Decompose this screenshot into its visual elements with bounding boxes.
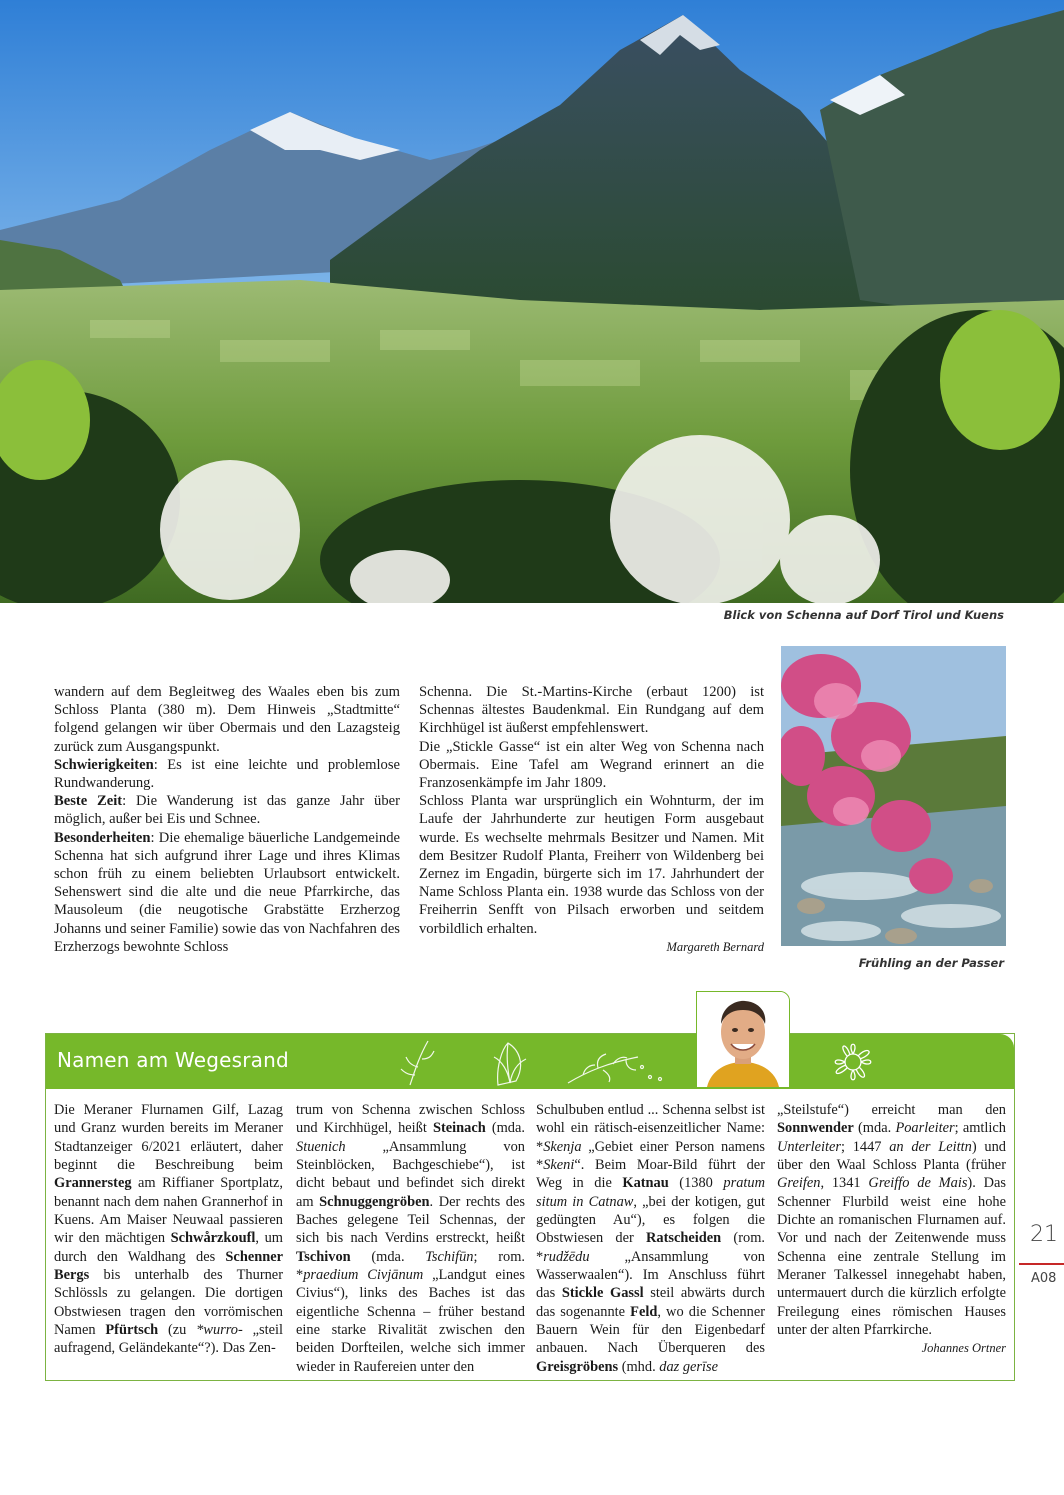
info-box-header	[46, 1034, 1014, 1089]
mountain-landscape-image	[0, 0, 1064, 603]
hero-photo	[0, 0, 1064, 603]
box-column-1	[54, 1101, 283, 1358]
blossom-river-image	[781, 646, 1006, 946]
box-col1-paragraph: Die Meraner Flurnamen Gilf, Lazag und Granz wurden bereits im Meraner Stadtanzeiger 6/2021 erläutert, daher beginnt die Beschreibung beim Grannersteg am Riffianer Sportplatz, benannt nach dem nahen Grannerhof in Kuens. Am Maiser Neuwaal passieren wir den mächtigen Schwårzkoufl, um durch den Waldhang des Schenner Bergs bis unterhalb des Thurner Schlössls zu gelangen. Die dortigen Obstwiesen tragen den vorrömischen Namen Pfürtsch (zu *wurro- „steil aufragend, Geländekante“?). Das Zen-	[54, 1102, 283, 1357]
upper-col2-paragraph-1: Schenna. Die St.-Martins-Kirche (erbaut 1200) ist Schennas ältestes Baudenkmal. Ein Rundgang auf dem Kirchhügel ist äußerst empfehlenswert.	[419, 684, 764, 737]
page-number-rule	[1019, 1263, 1064, 1265]
botanical-decoration-icon	[398, 1037, 698, 1087]
box-column-3	[536, 1101, 765, 1376]
best-time-paragraph: Beste Zeit: Die Wanderung ist das ganze Jahr über möglich, außer bei Eis und Schnee.	[54, 793, 400, 828]
upper-author: Margareth Bernard	[666, 939, 764, 954]
box-col4-paragraph: „Steilstufe“) erreicht man den Sonnwender (mda. Poarleiter; amtlich Unterleiter; 1447 an der Leittn) und über den Waal Schloss Planta (früher Greifen, 1341 Greiffo de Mais). Das Schenner Flurbild weist eine hohe Dichte an romanischen Flurnamen auf. Vor und nach der Zeitenwende muss Schenna eine zentrale Stellung im Meraner Talkessel innegehabt haben, untermauert durch die kürzlich erfolgte Freilegung eines römischen Hauses unter der alten Pfarrkirche.	[777, 1102, 1006, 1339]
page-number: 21	[1030, 1222, 1058, 1247]
upper-intro-paragraph: wandern auf dem Begleitweg des Waales eben bis zum Schloss Planta (380 m). Dem Hinweis „Stadtmitte“ folgend gelangen wir über Obermais und den Lazagsteig zurück zum Ausgangspunkt.	[54, 684, 400, 755]
box-col2-paragraph: trum von Schenna zwischen Schloss und Kirchhügel, heißt Steinach (mda. Stuenich „Ansammlung von Steinblöcken, Bachgeschiebe“), ist dicht bebaut und befindet sich direkt am Schnuggengröben. Der rechts des Baches gelegene Teil Schennas, der sich bis nach Verdins erstreckt, heißt Tschivon (mda. Tschifūn; rom. *praedium Civjānum „Landgut eines Civius“), links des Baches ist das eigentliche Schenna – früher bestand eine starke Rivalität zwischen den beiden Dorfteilen, welche sich immer wieder in Raufereien unter den	[296, 1102, 526, 1375]
hero-caption: Blick von Schenna auf Dorf Tirol und Kuens	[723, 608, 1004, 622]
box-col3-paragraph: Schulbuben entlud ... Schenna selbst ist wohl ein rätisch-eisenzeitlicher Name: *Skenja „Gebiet einer Person namens *Skeni“. Beim Moar-Bild führt der Weg in die Katnau (1380 pratum situm in Catnaw, „bei der kotigen, gut gedüngten Au“), es folgen die Obstwiesen der Ratscheiden (rom. *rudžēdu „Ansammlung von Wasserwaalen“). Im Anschluss führt das Stickle Gassl steil abwärts durch das sogenannte Feld, wo die Schenner Bauern Wein für den Eigenbedarf anbauen. Nach Überqueren des Greisgröbens (mhd. daz gerīse	[536, 1102, 766, 1375]
info-box-title: Namen am Wegesrand	[57, 1048, 289, 1072]
special-paragraph: Besonderheiten: Die ehemalige bäuerliche Landgemeinde Schenna hat sich aufgrund ihrer Lage und ihres Klimas schon früh zu einem beliebten Urlaubsort entwickelt. Sehenswert sind die alte und die neue Pfarrkirche, das Mausoleum (die neugotische Grabstätte Erzherzog Johanns und seiner Familie) sowie das von Nachfahren des Erzherzogs bewohnte Schloss	[54, 829, 400, 955]
page-code: A08	[1031, 1271, 1057, 1286]
upper-column-1	[54, 683, 400, 956]
difficulty-paragraph: Schwierigkeiten: Es ist eine leichte und problemlose Rundwanderung.	[54, 756, 400, 792]
upper-col2-paragraph-3: Schloss Planta war ursprünglich ein Wohnturm, der im Laufe der Jahrhunderte zur heutigen Form ausgebaut wurde. Es wechselte mehrmals Besitzer und Namen. Mit dem Besitzer Rudolf Planta, Freiherr von Wildenberg bei Zernez im Engadin, bürgerte sich im 17. Jahrhundert der Name Schloss Planta ein. 1938 wurde das Schloss von der Freiherrin Senfft von Pilsach erworben und seitdem vorbildlich erhalten.	[419, 793, 764, 937]
flower-decoration-icon	[818, 1037, 888, 1087]
side-photo	[781, 646, 1006, 946]
box-author: Johannes Ortner	[921, 1341, 1006, 1356]
side-photo-caption: Frühling an der Passer	[858, 956, 1004, 970]
box-column-2	[296, 1101, 525, 1376]
author-portrait	[696, 991, 790, 1088]
upper-col2-paragraph-2: Die „Stickle Gasse“ ist ein alter Weg von Schenna nach Obermais. Eine Tafel am Wegrand erinnert an die Franzosenkämpfe im Jahr 1809.	[419, 738, 764, 792]
box-column-4	[777, 1101, 1006, 1358]
upper-column-2	[419, 683, 764, 956]
portrait-photo-image	[697, 992, 789, 1087]
